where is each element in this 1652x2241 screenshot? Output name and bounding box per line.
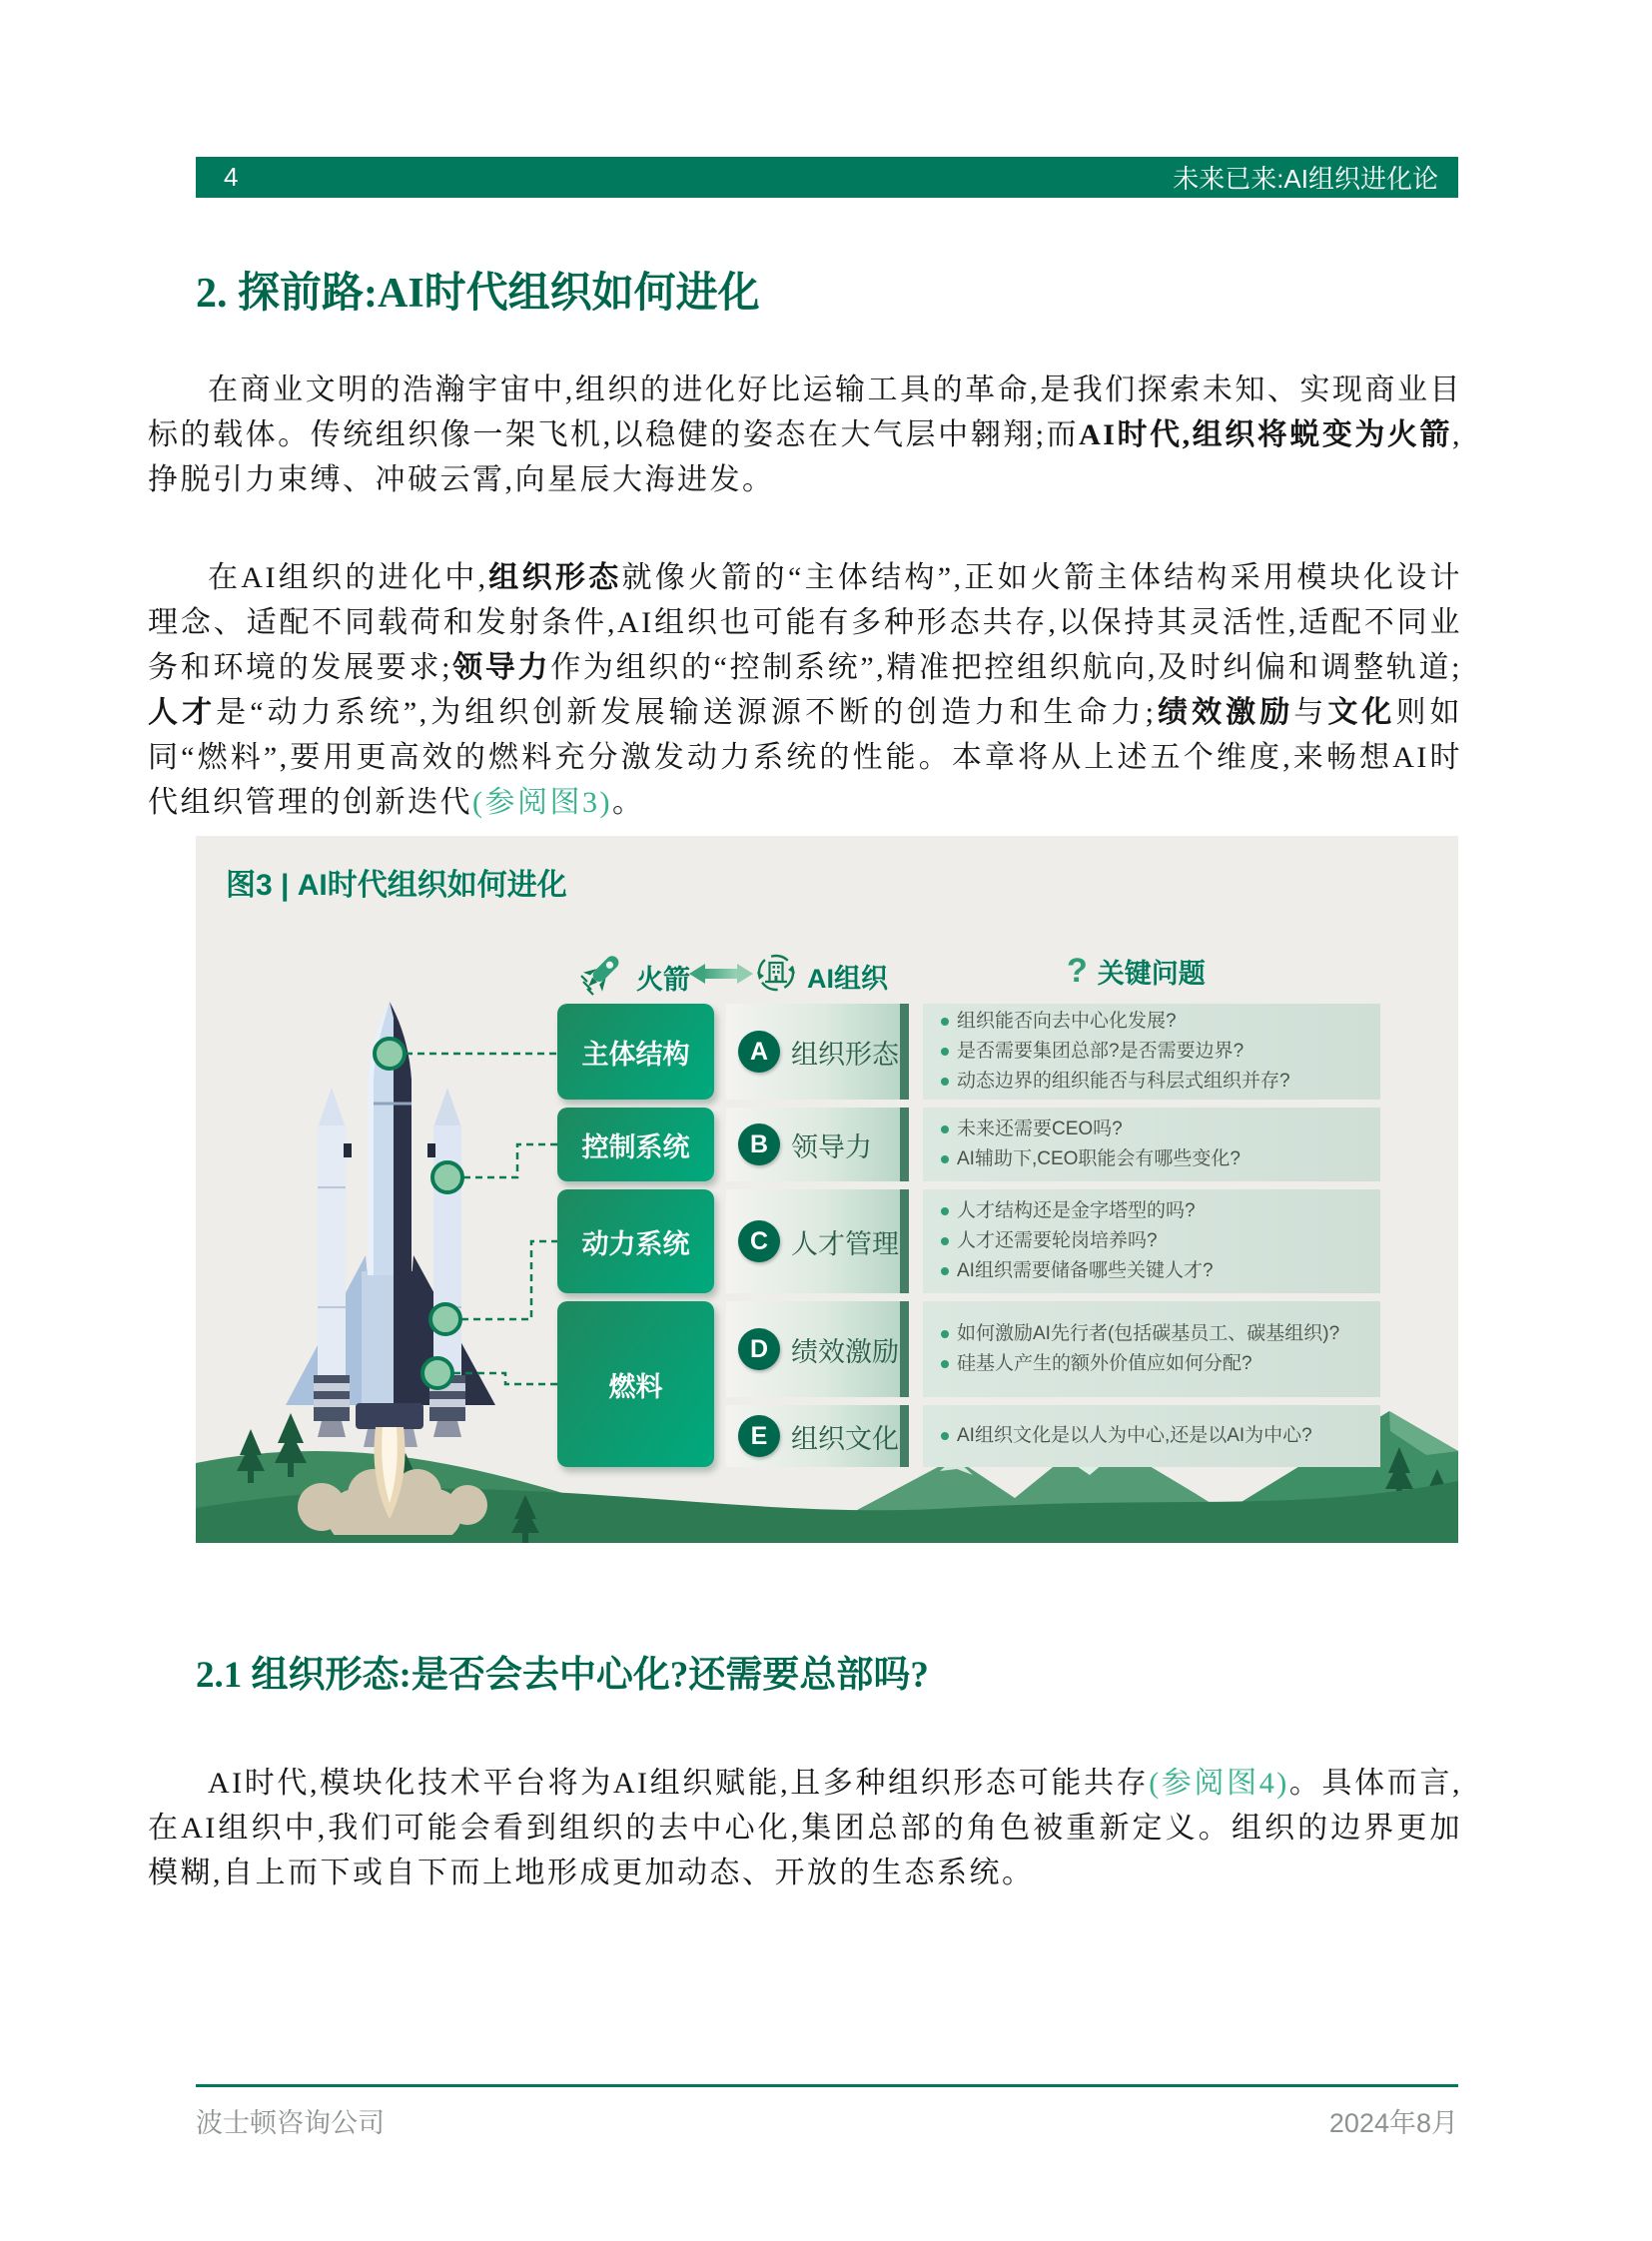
section-heading: 2. 探前路:AI时代组织如何进化: [196, 271, 760, 317]
marker-engine: [422, 1358, 452, 1388]
page-footer: [196, 2101, 1458, 2140]
figure-title: 图3 | AI时代组织如何进化: [226, 869, 567, 902]
text-segment: 是“动力系统”,为组织创新发展输送源源不断的创造力和生命力;: [216, 696, 1157, 729]
org-dimension-cell: [726, 1004, 909, 1100]
text-segment: 。: [611, 786, 645, 819]
org-dimension-cell: [726, 1301, 909, 1397]
double-arrow-icon: [689, 960, 753, 988]
key-questions-box: [923, 1004, 1380, 1100]
legend-key-questions: [1067, 952, 1206, 991]
subsection-heading: 2.1 组织形态:是否会去中心化?还需要总部吗?: [196, 1655, 929, 1696]
key-question: AI辅助下,CEO职能会有哪些变化?: [937, 1144, 1374, 1174]
key-questions-box: [923, 1301, 1380, 1397]
rocket-part-label: 燃料: [557, 1301, 714, 1467]
emphasis-text: 领导力: [451, 651, 551, 684]
letter-badge: C: [738, 1220, 780, 1262]
figure-3: [196, 836, 1458, 1543]
legend-key-questions-label: 关键问题: [1097, 959, 1206, 989]
page-number: 4: [224, 162, 239, 192]
key-questions-box: [923, 1189, 1380, 1293]
text-segment: 在商业文明的浩瀚宇宙中,组织的进化好比运输工具的革命,是我们探索未知、实现商业目标的载体。传统组织像一架飞机,以稳健的姿态在大气层中翱翔;而: [148, 374, 1462, 451]
key-question: 如何激励AI先行者(包括碳基员工、碳基组织)?: [937, 1319, 1374, 1349]
key-question: 人才还需要轮岗培养吗?: [937, 1226, 1374, 1256]
org-dimension-label: 组织形态: [791, 1039, 899, 1070]
text-segment: 。具体而言,在AI组织中,我们可能会看到组织的去中心化,集团总部的角色被重新定义。组织的边界更加模糊,自上而下或自下而上地形成更加动态、开放的生态系统。: [148, 1767, 1463, 1889]
rocket-part-label: 动力系统: [557, 1189, 714, 1293]
key-question: 组织能否向去中心化发展?: [937, 1007, 1374, 1037]
org-dimension-cell: [726, 1405, 909, 1467]
emphasis-text: 人才: [148, 696, 217, 729]
key-question: 是否需要集团总部?是否需要边界?: [937, 1037, 1374, 1067]
page-header: [196, 157, 1458, 198]
emphasis-text: AI时代,组织将蜕变为火箭: [1079, 418, 1452, 451]
rocket-icon: [580, 952, 626, 1003]
text-segment: AI时代,模块化技术平台将为AI组织赋能,且多种组织形态可能共存: [208, 1767, 1150, 1800]
text-segment: 在AI组织的进化中,: [208, 561, 488, 594]
org-dimension-label: 组织文化: [791, 1423, 899, 1454]
header-title: 未来已来:AI组织进化论: [1173, 164, 1438, 194]
question-icon: ?: [1067, 952, 1088, 990]
emphasis-text: 文化: [1327, 696, 1396, 729]
footer-rule: [196, 2084, 1458, 2087]
letter-badge: B: [738, 1123, 780, 1165]
marker-wing: [430, 1304, 460, 1334]
key-question: AI组织需要储备哪些关键人才?: [937, 1256, 1374, 1286]
legend-ai-org-label: AI组织: [807, 964, 888, 994]
rocket-part-label: 主体结构: [557, 1004, 714, 1100]
figure-legend: [196, 952, 1458, 998]
legend-rocket: [580, 952, 690, 1003]
key-question: 硅基人产生的额外价值应如何分配?: [937, 1349, 1374, 1379]
emphasis-text: 组织形态: [487, 561, 622, 594]
text-segment: ,挣脱引力束缚、冲破云霄,向星辰大海进发。: [148, 418, 1462, 496]
key-questions-box: [923, 1108, 1380, 1181]
paragraph: [148, 1761, 1462, 1895]
org-dimension-cell: [726, 1189, 909, 1293]
marker-booster: [432, 1162, 462, 1192]
key-question: AI组织文化是以人为中心,还是以AI为中心?: [937, 1421, 1374, 1451]
org-dimension-label: 人才管理: [791, 1228, 899, 1259]
org-dimension-label: 绩效激励: [791, 1336, 899, 1367]
rocket-illustration: [256, 976, 565, 1535]
legend-ai-org: [755, 952, 888, 1001]
figure-rows: [557, 1004, 1380, 1467]
footer-date: 2024年8月: [1328, 2108, 1458, 2138]
key-questions-box: [923, 1405, 1380, 1467]
figure-reference: (参阅图4): [1149, 1767, 1289, 1800]
marker-nose: [375, 1039, 405, 1069]
key-question: 未来还需要CEO吗?: [937, 1115, 1374, 1144]
org-dimension-label: 领导力: [791, 1131, 872, 1162]
text-segment: 则如同“燃料”,要用更高效的燃料充分激发动力系统的性能。本章将从上述五个维度,来畅想AI时代组织管理的创新迭代: [148, 696, 1463, 819]
footer-company: 波士顿咨询公司: [196, 2108, 385, 2138]
emphasis-text: 绩效激励: [1156, 696, 1294, 729]
key-question: 人才结构还是金字塔型的吗?: [937, 1196, 1374, 1226]
text-segment: 作为组织的“控制系统”,精准把控组织航向,及时纠偏和调整轨道;: [550, 651, 1462, 684]
org-cycle-icon: [755, 952, 797, 1001]
legend-rocket-label: 火箭: [636, 965, 690, 995]
paragraph: [148, 368, 1462, 502]
key-question: 动态边界的组织能否与科层式组织并存?: [937, 1067, 1374, 1097]
text-segment: 与: [1293, 696, 1328, 729]
letter-badge: E: [738, 1415, 780, 1457]
letter-badge: D: [738, 1328, 780, 1370]
letter-badge: A: [738, 1031, 780, 1073]
paragraph: [148, 555, 1462, 825]
rocket-part-label: 控制系统: [557, 1108, 714, 1181]
figure-reference: (参阅图3): [472, 786, 612, 819]
org-dimension-cell: [726, 1108, 909, 1181]
text-segment: 就像火箭的“主体结构”,正如火箭主体结构采用模块化设计理念、适配不同载荷和发射条件,AI组织也可能有多种形态共存,以保持其灵活性,适配不同业务和环境的发展要求;: [148, 561, 1463, 684]
